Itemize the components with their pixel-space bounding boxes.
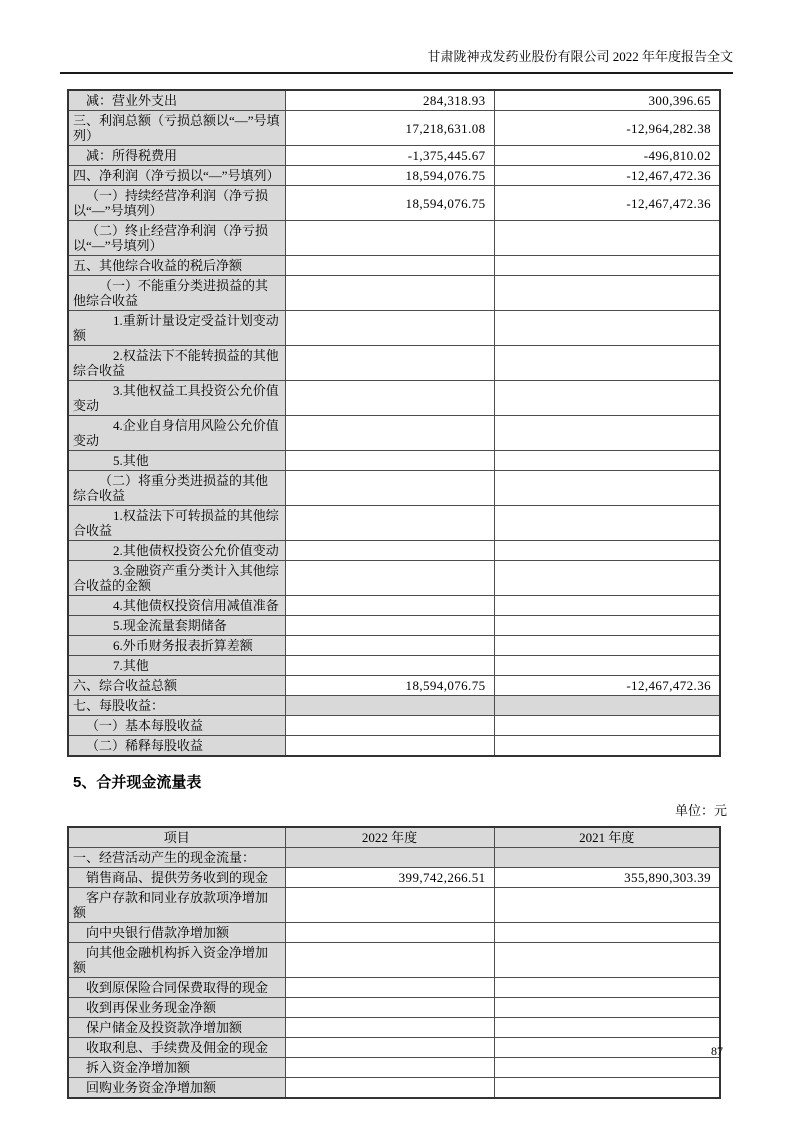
value-2022: [285, 311, 494, 346]
value-2022: [285, 541, 494, 561]
row-label: （一）不能重分类进损益的其他综合收益: [68, 276, 285, 311]
value-2022: [285, 416, 494, 451]
value-2021: [494, 978, 720, 998]
table-row: [68, 111, 720, 146]
page-header: [60, 48, 733, 65]
row-label: 7.其他: [68, 656, 285, 676]
value-2022: 284,318.93: [285, 90, 494, 111]
value-2022: [285, 506, 494, 541]
row-label: （二）稀释每股收益: [68, 736, 285, 757]
row-label: 2.其他债权投资公允价值变动: [68, 541, 285, 561]
row-label: 六、综合收益总额: [68, 676, 285, 696]
table-row: [68, 221, 720, 256]
value-2021: [494, 923, 720, 943]
row-label: 向其他金融机构拆入资金净增加额: [68, 943, 285, 978]
table-row: [68, 186, 720, 221]
value-2022: [285, 923, 494, 943]
row-label: 3.金融资产重分类计入其他综合收益的金额: [68, 561, 285, 596]
row-label: 保户储金及投资款净增加额: [68, 1018, 285, 1038]
value-2022: [285, 381, 494, 416]
value-2021: [494, 998, 720, 1018]
table-row: [68, 346, 720, 381]
value-2021: [494, 716, 720, 736]
income-statement-table: [67, 89, 721, 757]
value-2021: -12,964,282.38: [494, 111, 720, 146]
value-2021: -12,467,472.36: [494, 166, 720, 186]
table-row: [68, 1038, 720, 1058]
row-label: 4.企业自身信用风险公允价值变动: [68, 416, 285, 451]
table-row: [68, 541, 720, 561]
row-label: 七、每股收益：: [68, 696, 285, 716]
row-label: 减：营业外支出: [68, 90, 285, 111]
value-2021: [494, 221, 720, 256]
column-header-2022: 2022 年度: [285, 827, 494, 848]
table-row: [68, 596, 720, 616]
row-label: 1.权益法下可转损益的其他综合收益: [68, 506, 285, 541]
row-label: 销售商品、提供劳务收到的现金: [68, 868, 285, 888]
value-2022: [285, 1038, 494, 1058]
value-2021: [494, 943, 720, 978]
value-2022: -1,375,445.67: [285, 146, 494, 166]
value-2021: [494, 1038, 720, 1058]
table-row: [68, 656, 720, 676]
value-2022: 18,594,076.75: [285, 186, 494, 221]
row-label: 3.其他权益工具投资公允价值变动: [68, 381, 285, 416]
table-row: [68, 998, 720, 1018]
row-label: 收到再保业务现金净额: [68, 998, 285, 1018]
value-2022: [285, 716, 494, 736]
value-2022: 18,594,076.75: [285, 166, 494, 186]
table-row: [68, 923, 720, 943]
value-2021: [494, 736, 720, 757]
table-row: [68, 616, 720, 636]
value-2021: [494, 888, 720, 923]
row-label: 四、净利润（净亏损以“—”号填列）: [68, 166, 285, 186]
table-row: [68, 1078, 720, 1099]
value-2021: [494, 541, 720, 561]
row-label: 一、经营活动产生的现金流量：: [68, 848, 285, 868]
table-row: [68, 256, 720, 276]
table-row: [68, 146, 720, 166]
value-2021: [494, 416, 720, 451]
value-2021: [494, 1018, 720, 1038]
value-2021: [494, 616, 720, 636]
report-title: 甘肃陇神戎发药业股份有限公司 2022 年年度报告全文: [427, 49, 733, 64]
income-statement-body: [68, 90, 720, 756]
row-label: 客户存款和同业存放款项净增加额: [68, 888, 285, 923]
table-row: [68, 381, 720, 416]
row-label: 1.重新计量设定受益计划变动额: [68, 311, 285, 346]
value-2021: [494, 471, 720, 506]
value-2022: [285, 656, 494, 676]
value-2022: 18,594,076.75: [285, 676, 494, 696]
value-2022: [285, 256, 494, 276]
value-2021: [494, 636, 720, 656]
value-2021: -12,467,472.36: [494, 676, 720, 696]
value-2021: [494, 596, 720, 616]
table-row: [68, 636, 720, 656]
cash-flow-body: [68, 848, 720, 1099]
value-2022: [285, 1018, 494, 1038]
table-row: [68, 1058, 720, 1078]
row-label: 回购业务资金净增加额: [68, 1078, 285, 1099]
value-2021: [494, 656, 720, 676]
cash-flow-table: [67, 826, 721, 1099]
value-2021: 355,890,303.39: [494, 868, 720, 888]
value-2021: [494, 561, 720, 596]
table-row: [68, 868, 720, 888]
value-2022: [285, 561, 494, 596]
row-label: 减：所得税费用: [68, 146, 285, 166]
column-header-item: 项目: [68, 827, 285, 848]
value-2022: [285, 451, 494, 471]
table-row: [68, 848, 720, 868]
unit-label: 单位：元: [674, 803, 727, 818]
row-label: 2.权益法下不能转损益的其他综合收益: [68, 346, 285, 381]
table-row: [68, 276, 720, 311]
value-2021: [494, 506, 720, 541]
value-2021: [494, 1078, 720, 1099]
value-2022: [285, 346, 494, 381]
value-2021: [494, 346, 720, 381]
row-label: 三、利润总额（亏损总额以“—”号填列）: [68, 111, 285, 146]
table-row: [68, 451, 720, 471]
value-2021: -496,810.02: [494, 146, 720, 166]
header-rule: [60, 72, 733, 74]
value-2021: [494, 256, 720, 276]
table-row: [68, 506, 720, 541]
section-title: 5、合并现金流量表: [73, 774, 202, 791]
row-label: 收到原保险合同保费取得的现金: [68, 978, 285, 998]
table-row: [68, 561, 720, 596]
value-2021: [494, 1058, 720, 1078]
value-2022: [285, 998, 494, 1018]
table-row: [68, 166, 720, 186]
value-2022: [285, 221, 494, 256]
row-label: 5.现金流量套期储备: [68, 616, 285, 636]
value-2021: -12,467,472.36: [494, 186, 720, 221]
page-number: 87: [711, 1044, 723, 1058]
value-2021: [494, 696, 720, 716]
value-2022: [285, 943, 494, 978]
table-row: [68, 1018, 720, 1038]
table-row: [68, 696, 720, 716]
table-row: [68, 676, 720, 696]
value-2022: [285, 978, 494, 998]
row-label: （二）终止经营净利润（净亏损以“—”号填列）: [68, 221, 285, 256]
table-row: [68, 736, 720, 757]
value-2022: [285, 1078, 494, 1099]
value-2021: 300,396.65: [494, 90, 720, 111]
value-2022: [285, 616, 494, 636]
value-2022: [285, 888, 494, 923]
table-row: [68, 978, 720, 998]
table-row: [68, 716, 720, 736]
value-2022: [285, 471, 494, 506]
table-row: [68, 943, 720, 978]
row-label: （一）持续经营净利润（净亏损以“—”号填列）: [68, 186, 285, 221]
value-2022: [285, 736, 494, 757]
value-2021: [494, 451, 720, 471]
row-label: 5.其他: [68, 451, 285, 471]
table-row: [68, 311, 720, 346]
table-header-row: [68, 827, 720, 848]
row-label: 收取利息、手续费及佣金的现金: [68, 1038, 285, 1058]
row-label: 向中央银行借款净增加额: [68, 923, 285, 943]
row-label: （二）将重分类进损益的其他综合收益: [68, 471, 285, 506]
value-2022: [285, 696, 494, 716]
value-2022: [285, 848, 494, 868]
value-2022: [285, 596, 494, 616]
value-2021: [494, 381, 720, 416]
table-row: [68, 888, 720, 923]
table-row: [68, 90, 720, 111]
value-2022: [285, 1058, 494, 1078]
value-2021: [494, 276, 720, 311]
value-2022: 17,218,631.08: [285, 111, 494, 146]
column-header-2021: 2021 年度: [494, 827, 720, 848]
table-row: [68, 471, 720, 506]
table-row: [68, 416, 720, 451]
row-label: 4.其他债权投资信用减值准备: [68, 596, 285, 616]
row-label: 五、其他综合收益的税后净额: [68, 256, 285, 276]
value-2022: [285, 276, 494, 311]
value-2021: [494, 848, 720, 868]
row-label: （一）基本每股收益: [68, 716, 285, 736]
value-2022: 399,742,266.51: [285, 868, 494, 888]
value-2021: [494, 311, 720, 346]
value-2022: [285, 636, 494, 656]
row-label: 6.外币财务报表折算差额: [68, 636, 285, 656]
row-label: 拆入资金净增加额: [68, 1058, 285, 1078]
